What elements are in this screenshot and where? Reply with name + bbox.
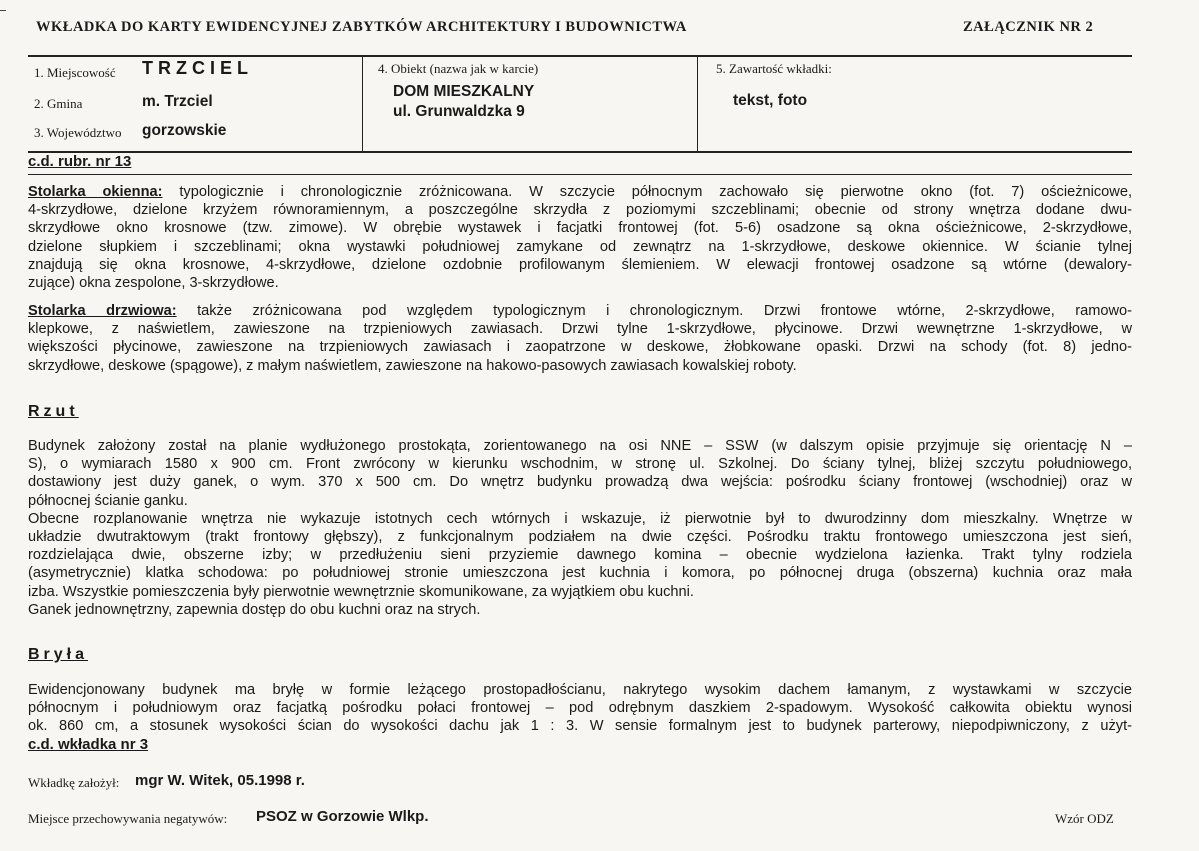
header-rule-bottom	[28, 151, 1132, 153]
continuation-rule	[28, 174, 1132, 175]
text-line: Ewidencjonowany budynek ma bryłę w formie leżącego prostopadłościanu, nakrytego wysokim dachem łamanym, z wystawkami w szczycie	[28, 682, 1132, 698]
text-line: Ganek jednownętrzny, zapewnia dostęp do obu kuchni oraz na strych.	[28, 601, 481, 618]
field-divider-1	[362, 57, 363, 151]
continuation-label: c.d. rubr. nr 13	[28, 153, 132, 170]
miejscowosc-value: TRZCIEL	[142, 58, 253, 78]
document-title: WKŁADKA DO KARTY EWIDENCYJNEJ ZABYTKÓW ARCHITEKTURY I BUDOWNICTWA	[36, 19, 687, 35]
annex-label: ZAŁĄCZNIK NR 2	[963, 19, 1094, 35]
author-value: mgr W. Witek, 05.1998 r.	[135, 772, 305, 789]
zawartosc-label: 5. Zawartość wkładki:	[716, 61, 832, 76]
bryla-heading: Bryła	[28, 646, 89, 663]
rzut-heading: Rzut	[28, 403, 79, 420]
text-line: układzie dwutraktowym (trakt frontowy głębszy), z funkcjonalnym podziałem na dwie części. Pośrodku traktu frontowego umieszczona jest sień,	[28, 529, 1132, 546]
wojewodztwo-label: 3. Województwo	[34, 125, 122, 140]
text-line: typologicznie i chronologicznie zróżnicowana. W szczycie północnym zachowało się pierwotne okno (fot. 7) ościeżnicowe,	[179, 184, 1132, 200]
rzut-section	[28, 437, 1132, 619]
stolarka-okienna-section	[28, 183, 1132, 292]
text-line: zujące) okna zespolone, 3-skrzydłowe.	[28, 275, 279, 292]
header-rule-top	[28, 55, 1132, 57]
text-line: (asymetrycznie) klatka schodowa: po południowej stronie umieszczona jest kuchnia i komora, po północnej druga (obszerna) kuchnia oraz mała	[28, 565, 1132, 582]
stolarka-drzwiowa-heading: Stolarka drzwiowa:	[28, 303, 177, 319]
text-line: także zróżnicowana pod względem typologicznym i chronologicznym. Drzwi frontowe wtórne, 2-skrzydłowe, ramowo-	[197, 303, 1133, 319]
text-line: dzielone słupkiem i szczeblinami; okna wystawki południowej zamykane od zewnątrz na 1-skrzydłowe, deskowe okiennice. W ścianie tylnej	[28, 238, 1132, 255]
stolarka-okienna-heading: Stolarka okienna:	[28, 184, 163, 200]
miejscowosc-label: 1. Miejscowość	[34, 65, 116, 80]
continued-on-label: c.d. wkładka nr 3	[28, 736, 149, 753]
text-line: ok. 860 cm, a stosunek wysokości ścian do wysokości dachu jak 1 : 3. W sensie formalnym jest to budynek parterowy, niepodpiwniczony, z użyt-	[28, 718, 1132, 735]
text-line: skrzydłowe okno krosnowe (tzw. zimowe). W obrębie wystawek i facjatki frontowej (fot. 5-6) osadzone są okna ościeżnicowe, 2-skrzydłowe,	[28, 220, 1132, 237]
text-line: skrzydłowe, deskowe (spągowe), z małym naświetlem, zawieszone na hakowo-pasowych zawiasach kowalskiej roboty.	[28, 357, 797, 374]
text-line: północnej ścianie ganku.	[28, 492, 188, 509]
obiekt-label: 4. Obiekt (nazwa jak w karcie)	[378, 61, 539, 76]
field-divider-2	[697, 57, 698, 151]
gmina-label: 2. Gmina	[34, 96, 83, 111]
storage-value: PSOZ w Gorzowie Wlkp.	[256, 808, 429, 825]
zawartosc-value: tekst, foto	[733, 92, 808, 109]
text-line: S), o wymiarach 1580 x 900 cm. Front zwrócony w kierunku wschodnim, w stronę ul. Szkolnej. Do ściany tylnej, bliżej szczytu południowego,	[28, 456, 1132, 473]
wojewodztwo-value: gorzowskie	[142, 122, 227, 139]
text-line: większości płycinowe, zawieszone na trzpieniowych zawiasach i zaopatrzone w deskowe, żłobkowane opaski. Drzwi na schody (fot. 8) jedno-	[28, 339, 1132, 356]
text-line: Budynek założony został na planie wydłużonego prostokąta, zorientowanego na osi NNE – SSW (w dalszym opisie przyjmuje się orientację N –	[28, 438, 1132, 454]
text-line: dostawiony jest duży ganek, o wym. 370 x 500 cm. Do wnętrz budynku prowadzą dwa wejścia: pośrodku ściany frontowej (wschodniej) oraz w	[28, 474, 1132, 491]
obiekt-value-address: ul. Grunwaldzka 9	[393, 103, 525, 120]
author-label: Wkładkę założył:	[28, 775, 120, 790]
text-line: 4-skrzydłowe, dzielone krzyżem równoramiennym, a poszczególne skrzydła z poziomymi szczeblinami; obecnie od strony wnętrza dodane dwu-	[28, 202, 1132, 219]
scan-edge-mark	[0, 10, 6, 11]
bryla-section	[28, 681, 1132, 736]
text-line: Obecne rozplanowanie wnętrza nie wykazuje istotnych cech wtórnych i wskazuje, iż pierwotnie był to dwurodzinny dom mieszkalny. Wnętrze w	[28, 510, 1132, 527]
gmina-value: m. Trzciel	[142, 93, 213, 110]
text-line: klepkowe, z naświetlem, zawieszone na trzpieniowych zawiasach. Drzwi tylne 1-skrzydłowe, płycinowe. Drzwi wewnętrzne 1-skrzydłowe, w	[28, 321, 1132, 338]
stolarka-drzwiowa-section	[28, 302, 1132, 375]
storage-label: Miejsce przechowywania negatywów:	[28, 811, 228, 826]
text-line: rozdzielająca dwie, obszerne izby; w przedłużeniu sieni przyziemie dawnego komina – obecnie wydzielona łazienka. Trakt tylny rodziela	[28, 547, 1132, 564]
form-pattern-label: Wzór ODZ	[1055, 811, 1114, 826]
text-line: znajdują się okna krosnowe, 4-skrzydłowe, dzielone ozdobnie profilowanym ślemieniem. W elewacji frontowej osadzone są wtórne (dewalory-	[28, 256, 1132, 273]
obiekt-value-name: DOM MIESZKALNY	[393, 83, 535, 100]
text-line: północnym i południowym oraz facjatką pośrodku połaci frontowej – pod odrębnym daszkiem 2-spadowym. Wysokość całkowita obiektu wynosi	[28, 700, 1132, 717]
text-line: izba. Wszystkie pomieszczenia były pierwotnie wewnętrznie skomunikowane, za wyjątkiem obu kuchni.	[28, 583, 694, 600]
